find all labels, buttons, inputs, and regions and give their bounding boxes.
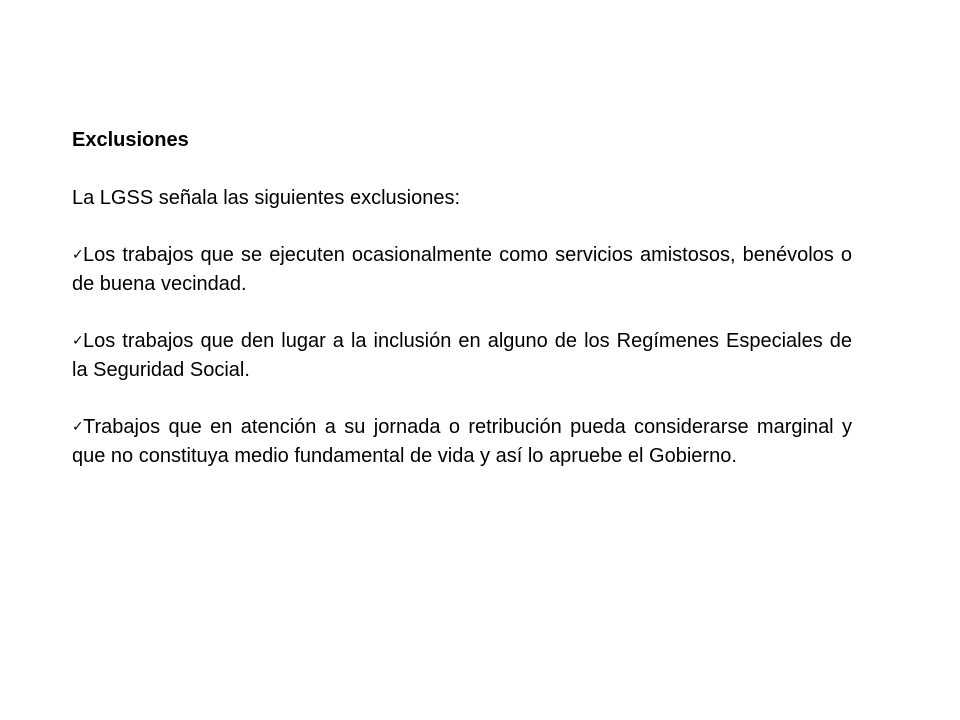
slide-title: Exclusiones — [72, 129, 189, 151]
exclusion-item — [72, 413, 852, 471]
exclusion-item — [72, 327, 852, 385]
exclusion-item — [72, 241, 852, 299]
slide-content — [72, 126, 852, 471]
check-icon: ✓ — [72, 333, 84, 349]
intro-text: La LGSS señala las siguientes exclusiones: — [72, 187, 461, 209]
exclusion-item-text: Los trabajos que den lugar a la inclusión en alguno de los Regímenes Especiales de la Seguridad Social. — [72, 330, 852, 381]
check-icon: ✓ — [72, 419, 84, 435]
exclusion-item-text: Los trabajos que se ejecuten ocasionalmente como servicios amistosos, benévolos o de buena vecindad. — [72, 244, 852, 295]
exclusion-item-text: Trabajos que en atención a su jornada o retribución pueda considerarse marginal y que no constituya medio fundamental de vida y así lo apruebe el Gobierno. — [72, 416, 852, 467]
check-icon: ✓ — [72, 247, 84, 263]
